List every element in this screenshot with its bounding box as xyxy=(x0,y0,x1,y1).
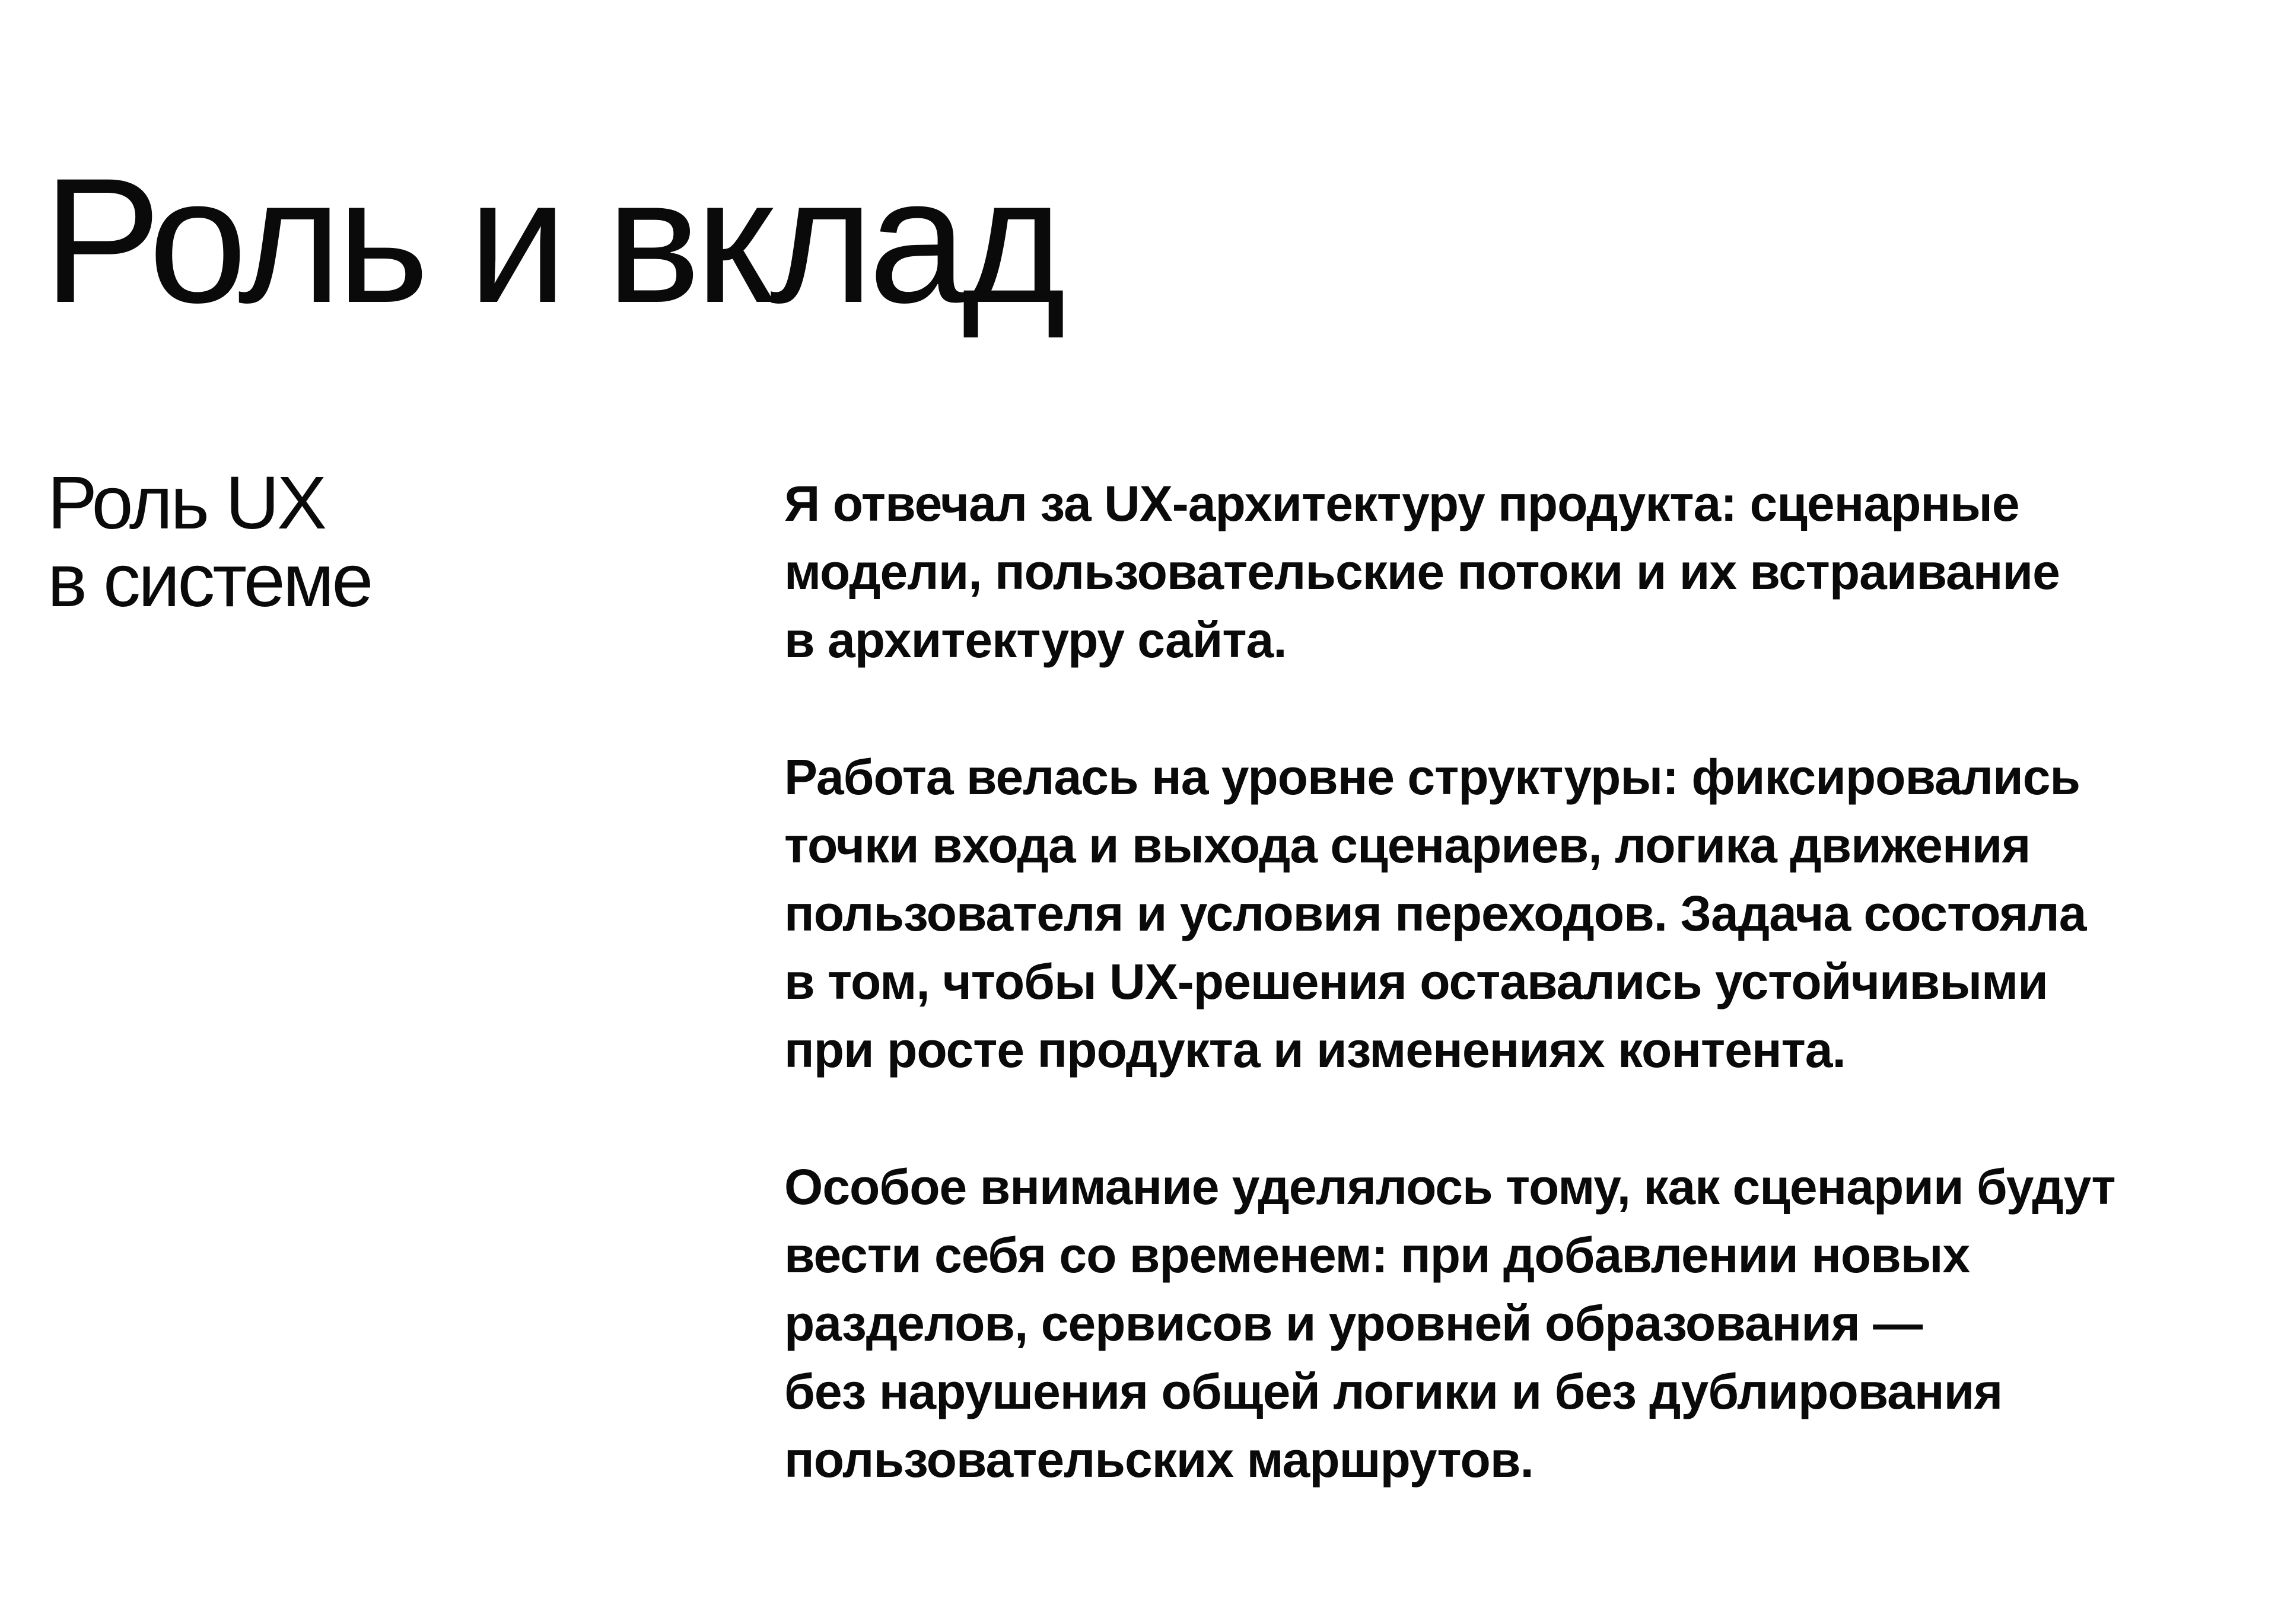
text-line: в том, чтобы UX-решения оставались устойчивыми xyxy=(784,954,2048,1010)
text-line: Особое внимание уделялось тому, как сценарии будут xyxy=(784,1159,2115,1215)
text-line: вести себя со временем: при добавлении новых xyxy=(784,1227,1970,1283)
text-line: в архитектуру сайта. xyxy=(784,612,1287,668)
body-text-column xyxy=(784,470,2255,1494)
section-heading-line: Роль UX xyxy=(47,461,325,544)
text-line: без нарушения общей логики и без дублирования xyxy=(784,1364,2003,1419)
page-title: Роль и вклад xyxy=(43,141,1061,340)
paragraph-structure xyxy=(784,743,2255,1084)
text-line: разделов, сервисов и уровней образования — xyxy=(784,1295,1923,1351)
section-heading xyxy=(47,461,371,623)
section-heading-line: в системе xyxy=(47,539,371,623)
text-line: пользовательских маршрутов. xyxy=(784,1432,1533,1488)
text-line: пользователя и условия переходов. Задача состояла xyxy=(784,886,2086,941)
text-line: Работа велась на уровне структуры: фиксировались xyxy=(784,749,2080,805)
text-line: при росте продукта и изменениях контента. xyxy=(784,1022,1846,1078)
text-line: точки входа и выхода сценариев, логика движения xyxy=(784,817,2031,873)
text-line: Я отвечал за UX-архитектуру продукта: сценарные xyxy=(784,476,2019,531)
paragraph-evolution xyxy=(784,1153,2255,1494)
paragraph-role xyxy=(784,470,2255,674)
text-line: модели, пользовательские потоки и их встраивание xyxy=(784,544,2060,600)
